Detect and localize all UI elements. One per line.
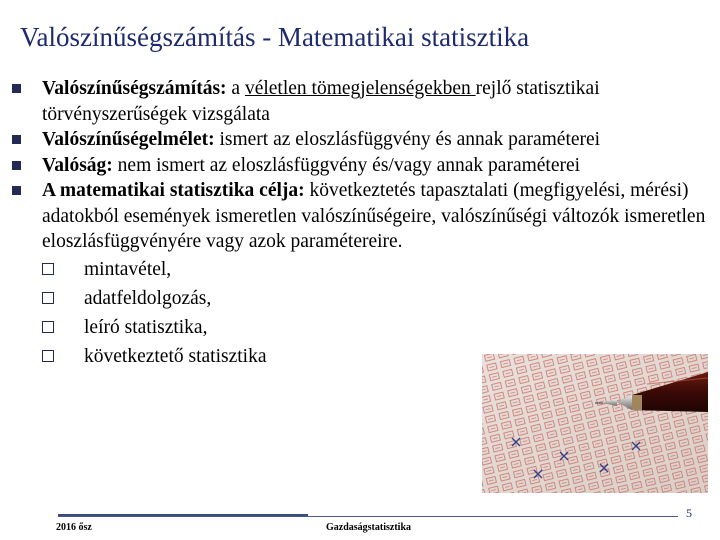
bullet-term: Valószínűségszámítás: xyxy=(42,78,227,99)
bullet-text: ismert az eloszlásfüggvény és annak paraméterei xyxy=(214,129,601,150)
sub-item xyxy=(42,255,712,284)
bullet-item xyxy=(12,127,712,153)
page-number: 5 xyxy=(686,506,692,520)
hollow-square-bullet-icon xyxy=(42,263,54,275)
square-bullet-icon xyxy=(12,161,21,170)
bullet-item xyxy=(12,153,712,179)
sub-item xyxy=(42,284,712,313)
hollow-square-bullet-icon xyxy=(42,292,54,304)
footer-course-title: Gazdaságstatisztika xyxy=(326,522,411,533)
bullet-item xyxy=(12,76,712,127)
bullet-list xyxy=(12,76,712,371)
bullet-text: nem ismert az eloszlásfüggvény és/vagy annak paraméterei xyxy=(112,154,581,176)
hollow-square-bullet-icon xyxy=(42,321,54,333)
sub-item-text: adatfeldolgozás, xyxy=(84,287,212,309)
footer-divider xyxy=(58,516,678,517)
sub-item-text: következtető statisztika xyxy=(84,345,267,367)
hollow-square-bullet-icon xyxy=(42,350,54,362)
sub-item-text: leíró statisztika, xyxy=(84,316,208,338)
slide-title: Valószínűségszámítás - Matematikai statisztika xyxy=(20,22,530,52)
sub-item-text: mintavétel, xyxy=(84,258,172,280)
bullet-text: a xyxy=(226,78,245,99)
bullet-text: következtetés tapasztalati (megfigyelési, mérési) adatokból események ismeretlen valószínűségeire, valószínűségi változók ismeretlen eloszlásfüggvényére vagy azok paramétereire. xyxy=(42,180,706,252)
lottery-ticket-pen-photo xyxy=(482,354,708,493)
bullet-item xyxy=(12,178,712,255)
lottery-ticket-pen-image xyxy=(482,354,708,493)
bullet-term: Valóság: xyxy=(42,154,113,176)
underlined-text: véletlen tömegjelenségekben xyxy=(244,78,476,99)
square-bullet-icon xyxy=(12,84,21,93)
square-bullet-icon xyxy=(12,135,21,144)
footer-date: 2016 ősz xyxy=(56,522,92,533)
square-bullet-icon xyxy=(12,186,21,195)
bullet-term: A matematikai statisztika célja: xyxy=(42,180,305,201)
bullet-text: rejlő statisztikai törvényszerűségek vizsgálata xyxy=(42,78,600,125)
bullet-term: Valószínűségelmélet: xyxy=(42,129,215,150)
sub-item xyxy=(42,313,712,342)
